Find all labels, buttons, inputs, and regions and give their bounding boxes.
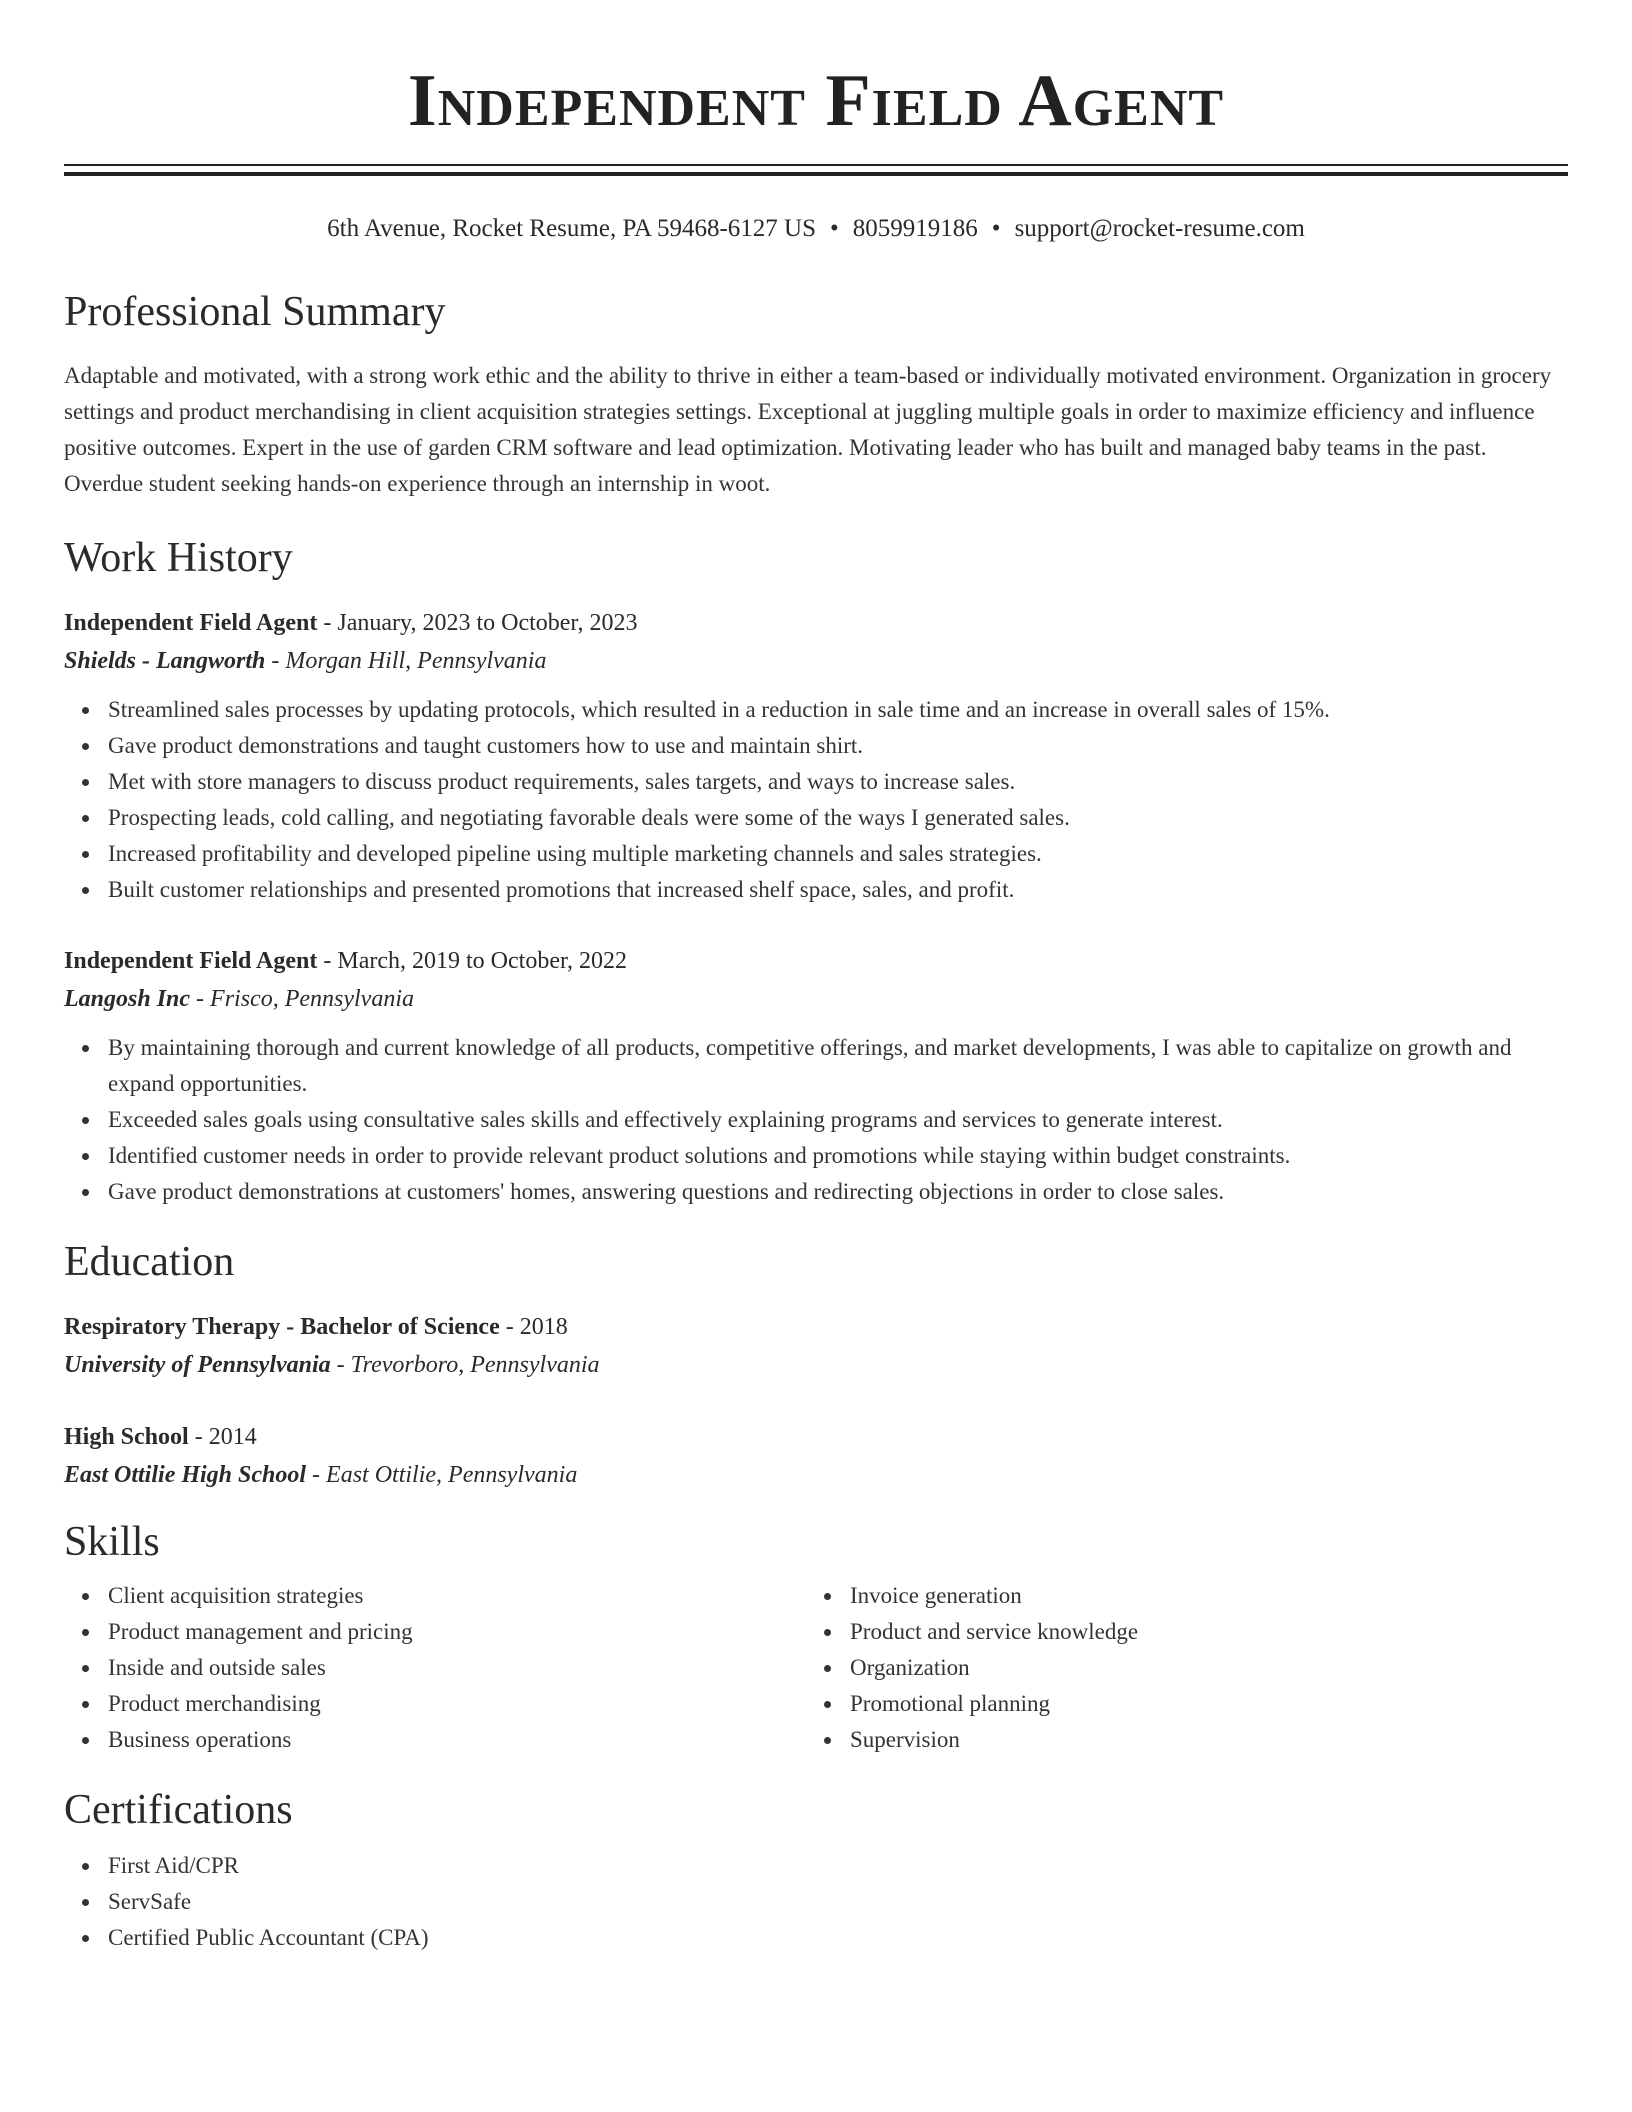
job-entry [64, 942, 1568, 1210]
job-bullets [64, 1030, 1568, 1210]
education-header [64, 1308, 1568, 1346]
section-title-work-history: Work History [64, 535, 293, 581]
list-item: Streamlined sales processes by updating protocols, which resulted in a reduction in sale time and an increase in overall sales of 15%. [108, 692, 1568, 728]
education-school: East Ottilie High School [64, 1462, 307, 1488]
job-location: - Frisco, Pennsylvania [190, 986, 414, 1012]
list-item: Met with store managers to discuss product requirements, sales targets, and ways to increase sales. [108, 764, 1568, 800]
list-item: By maintaining thorough and current knowledge of all products, competitive offerings, and market developments, I was able to capitalize on growth and expand opportunities. [108, 1030, 1568, 1102]
section-title-education: Education [64, 1239, 235, 1285]
skills-column-left [64, 1578, 806, 1758]
list-item: Gave product demonstrations and taught customers how to use and maintain shirt. [108, 728, 1568, 764]
education-entry [64, 1418, 1568, 1494]
job-role: Independent Field Agent [64, 610, 318, 636]
job-dates: - January, 2023 to October, 2023 [317, 610, 638, 636]
job-header [64, 942, 1568, 980]
list-item: Organization [850, 1650, 1548, 1686]
job-employer [64, 642, 1568, 680]
list-item: Prospecting leads, cold calling, and negotiating favorable deals were some of the ways I generated sales. [108, 800, 1568, 836]
education-school-line [64, 1456, 1568, 1494]
education-school: University of Pennsylvania [64, 1352, 331, 1378]
list-item: Supervision [850, 1722, 1548, 1758]
list-item: Built customer relationships and presented promotions that increased shelf space, sales, and profit. [108, 872, 1568, 908]
list-item: Identified customer needs in order to provide relevant product solutions and promotions while staying within budget constraints. [108, 1138, 1568, 1174]
section-title-certifications: Certifications [64, 1787, 293, 1833]
header-rule-thick [64, 172, 1568, 176]
list-item: Product management and pricing [108, 1614, 806, 1650]
education-header [64, 1418, 1568, 1456]
job-role: Independent Field Agent [64, 948, 318, 974]
list-item: Product and service knowledge [850, 1614, 1548, 1650]
contact-line [64, 212, 1568, 246]
list-item: Certified Public Accountant (CPA) [108, 1920, 1568, 1956]
education-degree: High School [64, 1424, 189, 1450]
list-item: ServSafe [108, 1884, 1568, 1920]
education-degree: Respiratory Therapy - Bachelor of Science [64, 1314, 500, 1340]
list-item: Exceeded sales goals using consultative sales skills and effectively explaining programs and services to generate interest. [108, 1102, 1568, 1138]
list-item: Promotional planning [850, 1686, 1548, 1722]
skills-grid [64, 1578, 1568, 1758]
job-company: Shields - Langworth [64, 648, 266, 674]
list-item: Inside and outside sales [108, 1650, 806, 1686]
job-dates: - March, 2019 to October, 2022 [317, 948, 628, 974]
job-employer [64, 980, 1568, 1018]
list-item: Gave product demonstrations at customers' homes, answering questions and redirecting objections in order to close sales. [108, 1174, 1568, 1210]
header-rule-thin [64, 164, 1568, 166]
education-entry [64, 1308, 1568, 1384]
education-year: - 2014 [188, 1424, 257, 1450]
education-year: - 2018 [499, 1314, 568, 1340]
education-location: - Trevorboro, Pennsylvania [330, 1352, 600, 1378]
contact-phone: 8059919186 [852, 215, 978, 242]
contact-address: 6th Avenue, Rocket Resume, PA 59468-6127 US [327, 215, 817, 242]
summary-text: Adaptable and motivated, with a strong work ethic and the ability to thrive in either a team-based or individually motivated environment. Organization in grocery settings and product merchandising in client acquisition strategies settings. Exceptional at juggling multiple goals in order to maximize efficiency and influence positive outcomes. Expert in the use of garden CRM software and lead optimization. Motivating leader who has built and managed baby teams in the past. Overdue student seeking hands-on experience through an internship in woot. [64, 363, 1552, 496]
list-item: First Aid/CPR [108, 1848, 1568, 1884]
section-title-skills: Skills [64, 1519, 160, 1565]
list-item: Client acquisition strategies [108, 1578, 806, 1614]
resume-name: Independent Field Agent [407, 60, 1225, 142]
list-item: Increased profitability and developed pipeline using multiple marketing channels and sales strategies. [108, 836, 1568, 872]
job-bullets [64, 692, 1568, 908]
skills-column-right [806, 1578, 1548, 1758]
job-location: - Morgan Hill, Pennsylvania [265, 648, 547, 674]
certifications-list [64, 1848, 1568, 1956]
job-entry [64, 604, 1568, 908]
list-item: Product merchandising [108, 1686, 806, 1722]
section-title-summary: Professional Summary [64, 289, 446, 335]
list-item: Invoice generation [850, 1578, 1548, 1614]
contact-separator: • [830, 215, 839, 242]
contact-separator: • [991, 215, 1001, 242]
list-item: Business operations [108, 1722, 806, 1758]
education-school-line [64, 1346, 1568, 1384]
education-location: - East Ottilie, Pennsylvania [306, 1462, 578, 1488]
job-company: Langosh Inc [64, 986, 191, 1012]
job-header [64, 604, 1568, 642]
contact-email[interactable]: support@rocket-resume.com [1014, 215, 1305, 242]
